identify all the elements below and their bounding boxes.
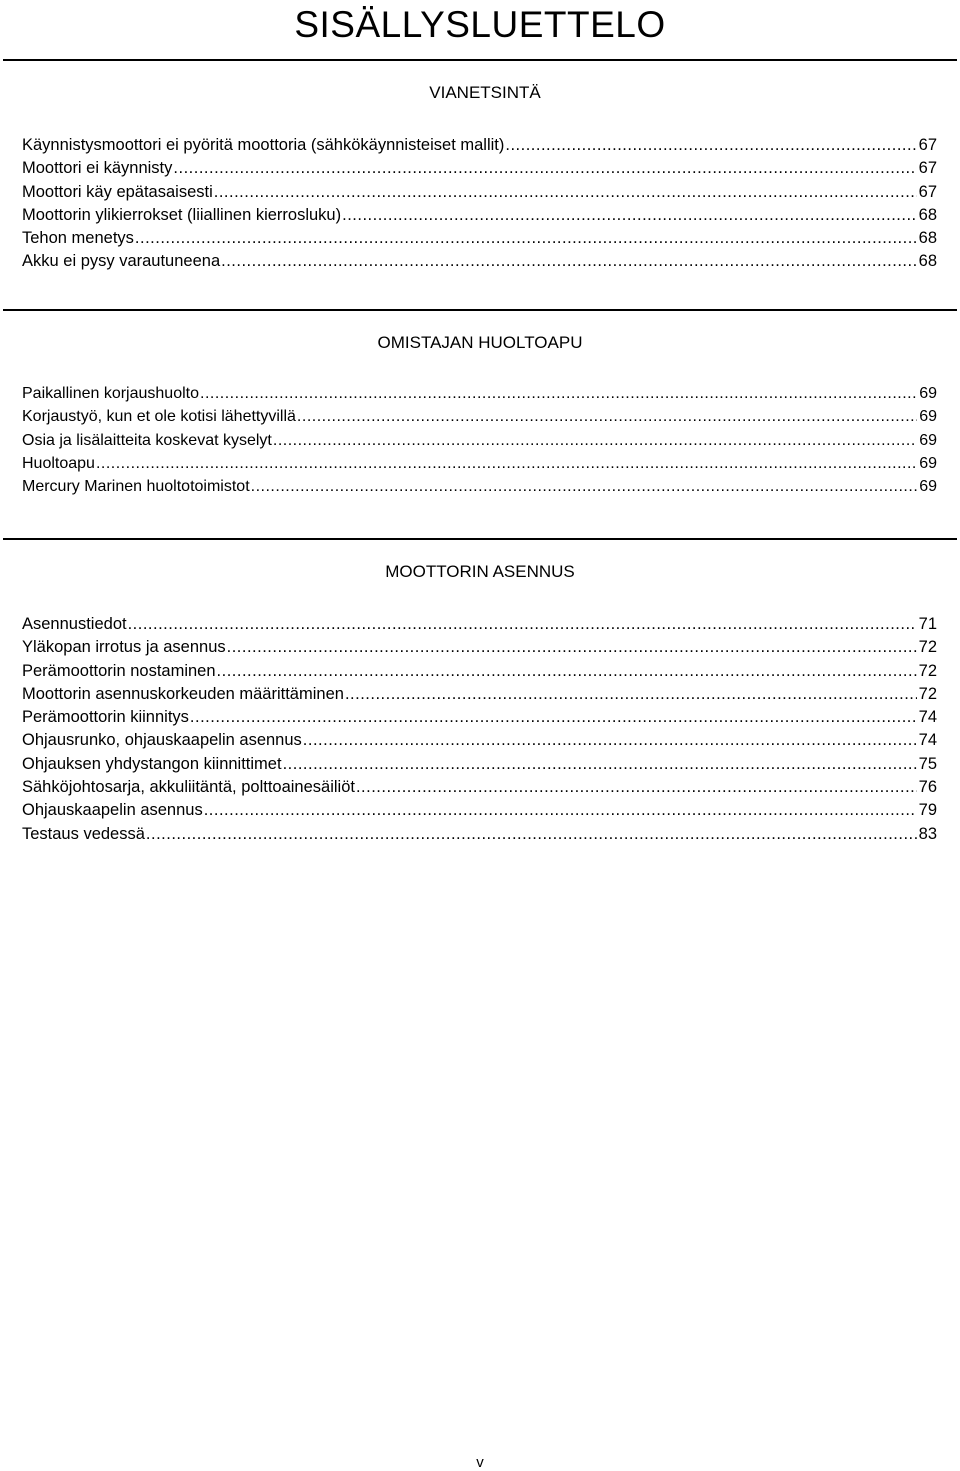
toc-entry-text: Mercury Marinen huoltotoimistot	[22, 478, 250, 496]
toc-entry[interactable]	[22, 157, 937, 180]
toc-entry[interactable]	[22, 660, 937, 683]
toc-entry-page: 69	[919, 385, 937, 402]
leader-dots	[146, 823, 917, 846]
toc-entry-text: Yläkopan irrotus ja asennus	[22, 638, 226, 657]
toc-entry-page: 74	[918, 708, 937, 727]
leader-dots	[214, 181, 917, 204]
toc-entry[interactable]	[22, 181, 937, 204]
section-heading-moottorin-asennus: MOOTTORIN ASENNUS	[385, 562, 575, 581]
toc-entry-page: 71	[918, 615, 937, 633]
toc-entry[interactable]	[22, 204, 937, 227]
toc-list-vianetsinta	[22, 134, 937, 274]
toc-entry-page: 76	[918, 778, 937, 797]
leader-dots	[345, 683, 917, 706]
leader-dots	[217, 660, 917, 683]
leader-dots	[356, 776, 917, 799]
toc-entry[interactable]	[22, 250, 937, 273]
toc-entry-page: 69	[919, 454, 937, 472]
toc-entry-page: 69	[919, 478, 937, 496]
toc-entry-page: 74	[918, 731, 937, 750]
toc-entry[interactable]	[22, 683, 937, 706]
toc-entry-page: 67	[918, 159, 937, 178]
leader-dots	[204, 799, 917, 822]
toc-entry-page: 75	[918, 754, 937, 773]
toc-entry-text: Sähköjohtosarja, akkuliitäntä, polttoainesäiliöt	[22, 778, 355, 797]
toc-entry-text: Perämoottorin nostaminen	[22, 661, 216, 680]
toc-list-moottorin-asennus	[22, 613, 937, 846]
toc-entry-text: Perämoottorin kiinnitys	[22, 708, 189, 727]
toc-entry[interactable]	[22, 753, 937, 776]
toc-entry-text: Huoltoapu	[22, 454, 95, 472]
toc-entry[interactable]	[22, 227, 937, 250]
toc-entry-page: 72	[918, 638, 937, 657]
toc-entry-text: Moottori ei käynnisty	[22, 159, 173, 178]
toc-entry-page: 67	[918, 182, 937, 201]
toc-entry-page: 69	[919, 431, 937, 449]
toc-entry[interactable]	[22, 776, 937, 799]
leader-dots	[251, 475, 918, 498]
toc-entry-text: Moottorin ylikierrokset (liiallinen kierrosluku)	[22, 205, 342, 224]
toc-entry-text: Ohjausrunko, ohjauskaapelin asennus	[22, 731, 302, 750]
toc-entry-page: 72	[918, 684, 937, 703]
toc-entry-page: 69	[919, 408, 937, 426]
toc-entry-text: Tehon menetys	[22, 229, 134, 248]
toc-entry-text: Akku ei pysy varautuneena	[22, 252, 221, 271]
section-heading-vianetsinta: VIANETSINTÄ	[429, 83, 541, 102]
toc-entry[interactable]	[22, 405, 937, 428]
leader-dots	[135, 227, 917, 250]
toc-entry-text: Ohjauksen yhdystangon kiinnittimet	[22, 754, 282, 773]
leader-dots	[128, 613, 917, 636]
toc-entry-page: 72	[918, 661, 937, 680]
page-title: SISÄLLYSLUETTELO	[294, 4, 666, 45]
toc-entry-text: Moottori käy epätasaisesti	[22, 182, 213, 201]
toc-entry[interactable]	[22, 475, 937, 498]
section-divider	[3, 538, 957, 540]
page-number: v	[476, 1454, 484, 1471]
leader-dots	[96, 452, 917, 475]
toc-entry[interactable]	[22, 729, 937, 752]
toc-entry-text: Asennustiedot	[22, 615, 127, 633]
leader-dots	[227, 636, 917, 659]
leader-dots	[342, 204, 917, 227]
toc-entry[interactable]	[22, 429, 937, 452]
toc-entry[interactable]	[22, 706, 937, 729]
leader-dots	[190, 706, 917, 729]
toc-entry-page: 68	[918, 229, 937, 248]
toc-entry[interactable]	[22, 134, 937, 157]
leader-dots	[505, 134, 916, 157]
toc-entry-text: Osia ja lisälaitteita koskevat kyselyt	[22, 431, 272, 449]
toc-entry[interactable]	[22, 823, 937, 846]
toc-entry[interactable]	[22, 452, 937, 475]
toc-entry-page: 68	[918, 205, 937, 224]
toc-list-omistajan-huoltoapu	[22, 382, 937, 498]
toc-entry-text: Moottorin asennuskorkeuden määrittäminen	[22, 684, 344, 703]
title-divider	[3, 59, 957, 61]
toc-entry-text: Testaus vedessä	[22, 824, 145, 843]
leader-dots	[173, 157, 916, 180]
leader-dots	[283, 753, 917, 776]
toc-entry-page: 67	[918, 136, 937, 154]
toc-entry-text: Paikallinen korjaushuolto	[22, 385, 199, 402]
toc-entry[interactable]	[22, 613, 937, 636]
toc-entry-page: 79	[918, 801, 937, 820]
toc-entry-text: Korjaustyö, kun et ole kotisi lähettyvillä	[22, 408, 296, 426]
section-divider	[3, 309, 957, 311]
toc-entry-page: 68	[918, 252, 937, 271]
toc-entry[interactable]	[22, 636, 937, 659]
toc-entry-text: Ohjauskaapelin asennus	[22, 801, 203, 820]
toc-entry-page: 83	[918, 824, 937, 843]
leader-dots	[200, 382, 917, 405]
leader-dots	[303, 729, 917, 752]
leader-dots	[297, 405, 917, 428]
leader-dots	[221, 250, 917, 273]
toc-entry[interactable]	[22, 382, 937, 405]
toc-entry-text: Käynnistysmoottori ei pyöritä moottoria (sähkökäynnisteiset mallit)	[22, 136, 505, 154]
leader-dots	[273, 429, 917, 452]
section-heading-omistajan-huoltoapu: OMISTAJAN HUOLTOAPU	[377, 333, 583, 352]
toc-entry[interactable]	[22, 799, 937, 822]
